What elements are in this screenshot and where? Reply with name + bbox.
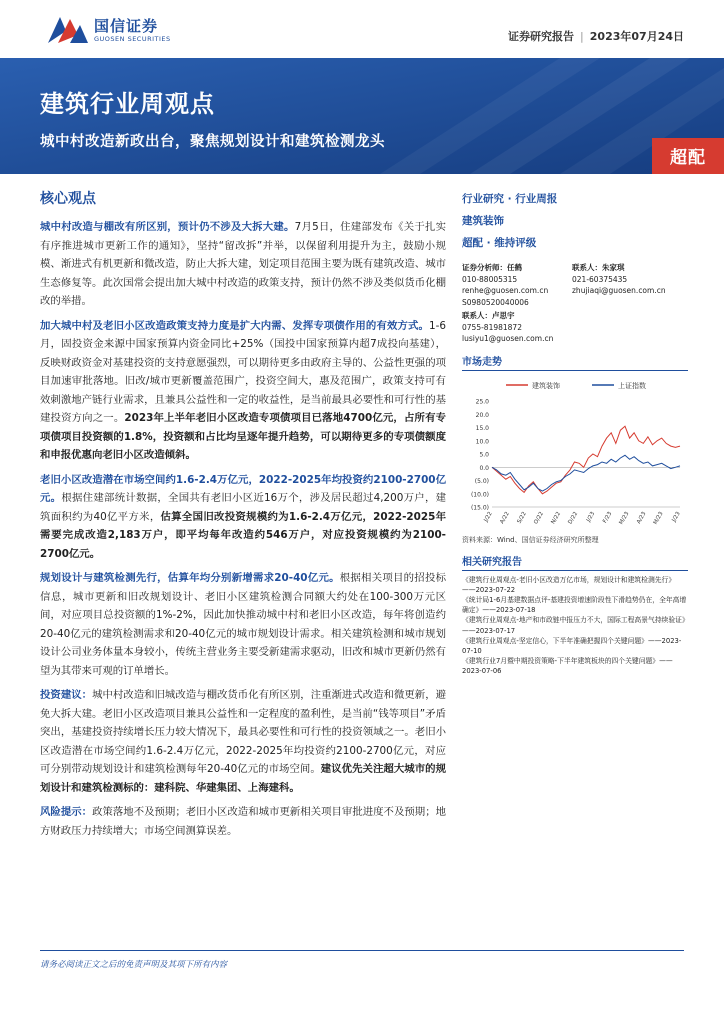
paragraph-2-highlight: 2023年上半年老旧小区改造专项债项目已落地4700亿元，占所有专项债项目投资额的1.8%，投资额和占比均呈逐年提升趋势，可以期待更多的专项债额度和申报优惠向老旧小区改造倾斜。 bbox=[40, 412, 447, 461]
section-title: 核心观点 bbox=[40, 191, 96, 207]
x-tick-label: O/22 bbox=[533, 510, 546, 525]
report-subtitle: 城中村改造新政出台，聚焦规划设计和建筑检测龙头 bbox=[40, 134, 385, 150]
analyst-1-cert: S0980520040006 bbox=[462, 297, 529, 307]
paragraph-4-lead: 规划设计与建筑检测先行，估算年均分别新增需求20-40亿元。 bbox=[40, 572, 340, 584]
report-category: 行业研究 · 行业周报 bbox=[462, 193, 558, 205]
analyst-1-name: 证券分析师：任鹤 bbox=[462, 263, 522, 272]
analyst-3-email[interactable]: lusiyu1@guosen.com.cn bbox=[462, 334, 554, 343]
y-tick-label: 5.0 bbox=[479, 451, 489, 458]
guosen-logo-icon bbox=[44, 13, 90, 47]
paragraph-2 bbox=[40, 317, 446, 465]
sidebar bbox=[462, 188, 688, 677]
paragraph-3-highlight: 估算全国旧改投资规模约为1.6-2.4万亿元，2022-2025年需要完成改造2,183万户，即平均每年改造约546万户，对应投资规模约为2100-2700亿元。 bbox=[40, 510, 446, 560]
trend-chart-svg bbox=[462, 373, 688, 531]
analyst-2-name: 联系人：朱家琪 bbox=[572, 263, 625, 272]
analyst-1-email[interactable]: renhe@guosen.com.cn bbox=[462, 286, 549, 295]
y-tick-label: 15.0 bbox=[475, 424, 489, 432]
y-tick-label: (10.0) bbox=[470, 490, 489, 498]
y-tick-label: (5.0) bbox=[474, 477, 489, 485]
y-tick-label: 0.0 bbox=[479, 464, 489, 472]
footer-divider bbox=[40, 950, 684, 951]
logo-text: 国信证券 bbox=[94, 17, 159, 35]
analyst-info bbox=[462, 262, 688, 345]
footer-disclaimer: 请务必阅读正文之后的免责声明及其项下所有内容 bbox=[40, 960, 228, 970]
y-tick-label: 20.0 bbox=[475, 411, 489, 419]
x-tick-label: N/22 bbox=[550, 510, 563, 525]
market-trend-chart bbox=[462, 373, 688, 531]
rating-badge: 超配 bbox=[652, 138, 724, 174]
analyst-2-email[interactable]: zhujiaqi@guosen.com.cn bbox=[572, 286, 666, 295]
paragraph-3 bbox=[40, 471, 446, 564]
market-trend-title: 市场走势 bbox=[462, 353, 688, 371]
related-reports-list bbox=[462, 575, 688, 677]
paragraph-5-highlight: 建议优先关注超大城市的规划设计和建筑检测标的：建科院、华建集团、上海建科。 bbox=[40, 763, 446, 794]
report-title: 建筑行业周观点 bbox=[40, 90, 215, 118]
paragraph-5-lead: 投资建议： bbox=[40, 689, 93, 701]
paragraph-1-body: 7月5日，住建部发布《关于扎实有序推进城市更新工作的通知》，坚持“留改拆”并举，以保留利用提升为主，鼓励小规模、渐进式有机更新和微改造，防止大拆大建，划定项目范围主要为既有建筑改造、城市生态修复等。此次国常会提出加大城中村改造的政策支持，预计仍然不涉及类似货币化棚改的举措。 bbox=[40, 221, 446, 307]
x-tick-label: J/23 bbox=[671, 510, 682, 523]
header-bar bbox=[0, 0, 724, 58]
paragraph-6 bbox=[40, 803, 446, 840]
x-tick-label: F/23 bbox=[602, 510, 614, 524]
y-tick-label: 10.0 bbox=[475, 437, 489, 445]
y-tick-label: 25.0 bbox=[475, 398, 489, 405]
paragraph-6-lead: 风险提示： bbox=[40, 806, 93, 818]
related-report-item[interactable]: 《建筑行业7月暨中期投资策略-下半年建筑板块的四个关键问题》——2023-07-06 bbox=[462, 657, 673, 676]
x-tick-label: A/22 bbox=[499, 510, 511, 525]
report-meta: 证券研究报告 | 2023年07月24日 bbox=[508, 30, 684, 43]
related-report-item[interactable]: 《统计局1-6月基建数据点评-基建投资增速阶段性下滑趋势仍在，全年高增确定》——2023-07-18 bbox=[462, 595, 687, 615]
paragraph-4 bbox=[40, 569, 446, 680]
paragraph-5-body: 城中村改造和旧城改造与棚改货币化有所区别，注重渐进式改造和微更新，避免大拆大建。老旧小区改造项目兼具公益性和一定程度的盈利性，是当前“钱等项目”矛盾突出，基建投资持续增长压力较大情况下，最具必要性和可行性的投资领域之一。老旧小区改造潜在市场空间约1.6-2.4万亿元，2022-2025年均投资约2100-2700亿元，对应可分别带动规划设计和建筑检测每年20-40亿元的市场空间。 bbox=[40, 689, 447, 775]
x-tick-label: J/22 bbox=[483, 510, 494, 523]
analyst-3-phone: 0755-81981872 bbox=[462, 322, 522, 332]
paragraph-1 bbox=[40, 218, 446, 311]
core-views-section bbox=[40, 188, 446, 846]
logo-en-text: GUOSEN SECURITIES bbox=[94, 35, 171, 43]
series-line bbox=[492, 455, 680, 491]
related-report-item[interactable]: 《建筑行业周观点-老旧小区改造万亿市场，规划设计和建筑检测先行》——2023-07-22 bbox=[462, 575, 676, 594]
legend-label: 建筑装饰 bbox=[532, 381, 560, 390]
x-tick-label: D/22 bbox=[567, 510, 580, 525]
related-report-item[interactable]: 《建筑行业周观点-地产和市政链中报压力不大，国际工程高景气持续验证》——2023-07-17 bbox=[462, 616, 686, 635]
analyst-1-phone: 010-88005315 bbox=[462, 274, 518, 284]
paragraph-6-body: 政策落地不及预期；老旧小区改造和城市更新相关项目审批进度不及预期；地方财政压力持续增大；市场空间测算误差。 bbox=[40, 806, 447, 837]
title-banner bbox=[0, 58, 724, 174]
chart-source: 资料来源：Wind、国信证券经济研究所整理 bbox=[462, 535, 599, 544]
analyst-3-name: 联系人：卢思宇 bbox=[462, 311, 515, 320]
paragraph-4-body: 根据相关项目的招投标信息，城市更新和旧改规划设计、老旧小区建筑检测合同额大约处在100-300万元区间，对应项目总投资额的1%-2%，因此加快推动城中村和老旧小区改造，每年将创造约20-40亿元的建筑检测需求和20-40亿元的城市规划设计需求。相关建筑检测和城市规划设计公司业务体量本身较小，传统主营业务主要受新建需求驱动，旧改和城市更新仍然有望为其带来可观的订单增长。 bbox=[40, 572, 446, 677]
x-tick-label: S/22 bbox=[516, 510, 528, 525]
industry-rating: 超配 · 维持评级 bbox=[462, 237, 537, 249]
industry-name: 建筑装饰 bbox=[462, 215, 504, 227]
report-date: 2023年07月24日 bbox=[589, 30, 684, 43]
related-report-item[interactable]: 《建筑行业周观点-坚定信心，下半年准确把握四个关键问题》——2023-07-10 bbox=[462, 636, 682, 655]
paragraph-1-lead: 城中村改造与棚改有所区别，预计仍不涉及大拆大建。 bbox=[40, 221, 295, 233]
analyst-2-phone: 021-60375435 bbox=[572, 274, 628, 284]
legend-label: 上证指数 bbox=[618, 381, 646, 390]
x-tick-label: M/23 bbox=[618, 510, 631, 526]
paragraph-3-lead: 老旧小区改造潜在市场空间约1.6-2.4万亿元，2022-2025年均投资约2100-2700亿元。 bbox=[40, 473, 446, 504]
paragraph-3-body: 根据住建部统计数据，全国共有老旧小区近16万个，涉及居民超过4,200万户，建筑面积约为40亿平方米， bbox=[40, 492, 447, 523]
x-tick-label: M/23 bbox=[652, 510, 665, 526]
report-type: 证券研究报告 bbox=[508, 30, 575, 43]
x-tick-label: J/23 bbox=[585, 510, 597, 523]
paragraph-5 bbox=[40, 686, 446, 797]
y-tick-label: (15.0) bbox=[470, 504, 489, 511]
paragraph-2-body: 1-6月，固投资金来源中国家预算内资金同比+25%（国投中国家预算内超7成投向基建），反映财政资金对基建投资的支持意愿强烈，可以期待更多由政府主导的、公益性更强的项目加速审批落地。旧改/城市更新覆盖范围广，投资空间大，惠及范围广，政策支持可有效刺激地产链行业需求，且兼具公益性和一定的收益性，是当前最具必要性和可行性的基建投资方向之一。 bbox=[40, 319, 446, 424]
series-line bbox=[492, 426, 680, 494]
paragraph-2-lead: 加大城中村及老旧小区改造政策支持力度是扩大内需、发挥专项债作用的有效方式。 bbox=[40, 319, 430, 332]
x-tick-label: A/23 bbox=[636, 510, 648, 525]
related-reports-title: 相关研究报告 bbox=[462, 553, 688, 571]
